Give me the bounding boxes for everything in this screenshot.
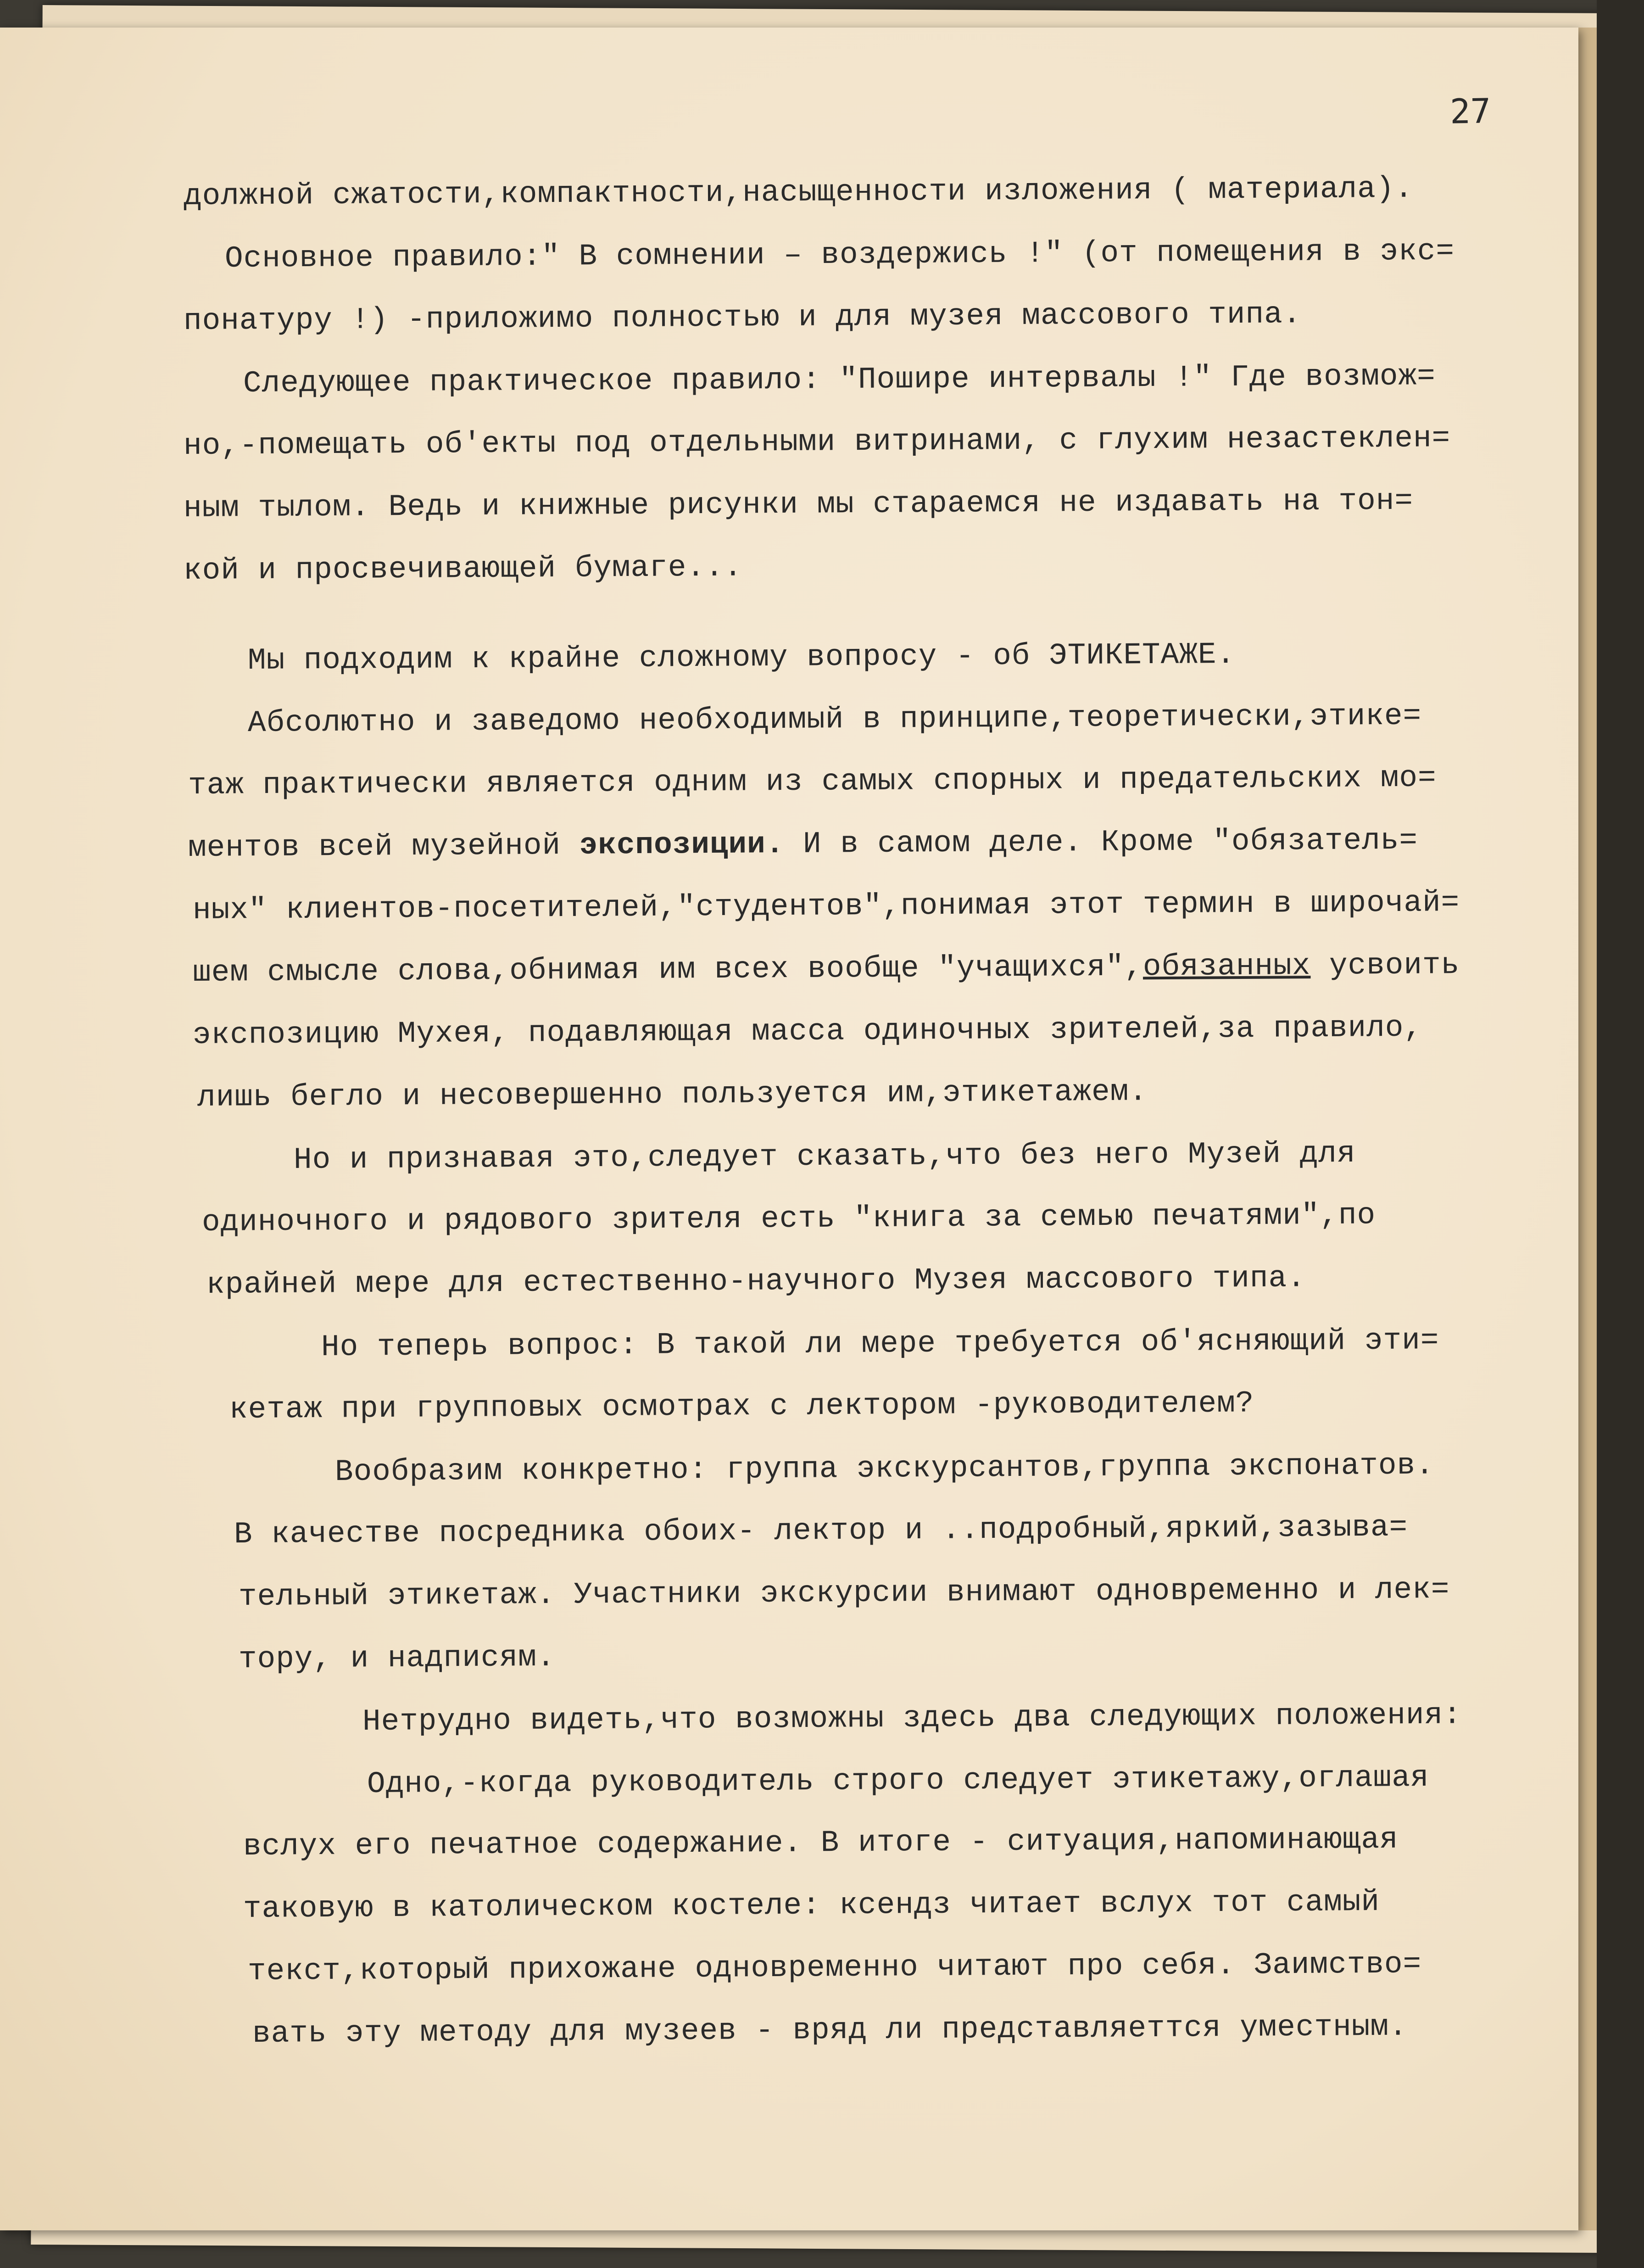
text-segment: И в самом деле. Кроме "обязатель= bbox=[784, 823, 1418, 862]
text-line: одиночного и рядового зрителя есть "книга за семью печатями",по bbox=[201, 1198, 1376, 1240]
text-line: Мы подходим к крайне сложному вопросу - об ЭТИКЕТАЖЕ. bbox=[247, 637, 1236, 678]
text-line: лишь бегло и несовершенно пользуется им,этикетажем. bbox=[197, 1074, 1148, 1115]
text-line: кетаж при групповых осмотрах с лектором -руководителем? bbox=[229, 1386, 1254, 1427]
text-line: понатуру !) -приложимо полностью и для музея массового типа. bbox=[183, 297, 1302, 338]
text-segment: усвоить bbox=[1310, 948, 1460, 983]
text-line: таковую в католическом костеле: ксендз читает вслух тот самый bbox=[243, 1884, 1380, 1926]
text-line: Следующее практическое правило: "Пошире интервалы !" Где возмож= bbox=[243, 359, 1436, 401]
text-line: Но и признавая это,следует сказать,что без него Музей для bbox=[293, 1136, 1356, 1177]
text-line: ных" клиентов-посетителей,"студентов",понимая этот термин в широчай= bbox=[192, 885, 1460, 927]
text-line: тельный этикетаж. Участники экскурсии внимают одновременно и лек= bbox=[238, 1572, 1450, 1614]
text-line: крайней мере для естественно-научного Музея массового типа. bbox=[206, 1261, 1306, 1302]
text-line: Вообразим конкретно: группа экскурсантов,группа экспонатов. bbox=[334, 1448, 1434, 1489]
text-line: но,-помещать об'екты под отдельными витринами, с глухим незастеклен= bbox=[183, 421, 1451, 463]
text-line: Абсолютно и заведомо необходимый в принципе,теоретически,этике= bbox=[247, 698, 1422, 740]
typewritten-page bbox=[0, 28, 1578, 2230]
text-line bbox=[193, 933, 1551, 1004]
text-line: ным тылом. Ведь и книжные рисунки мы стараемся не издавать на тон= bbox=[183, 483, 1414, 525]
paper-edge-strip bbox=[1578, 28, 1597, 2230]
text-line: кой и просвечивающей бумаге... bbox=[183, 550, 743, 588]
text-line bbox=[188, 809, 1551, 879]
text-line: текст,который прихожане одновременно читают про себя. Заимство= bbox=[247, 1947, 1422, 1989]
text-line: должной сжатости,компактности,насыщенности изложения ( материала). bbox=[183, 171, 1414, 213]
page-number: 27 bbox=[1449, 91, 1491, 132]
text-line: Но теперь вопрос: В такой ли мере требуется об'ясняющий эти= bbox=[321, 1323, 1439, 1364]
text-segment: ментов всей музейной bbox=[188, 828, 580, 865]
background-shadow bbox=[1597, 0, 1644, 2268]
text-line: экспозицию Мухея, подавляющая масса одиночных зрителей,за правило, bbox=[192, 1010, 1423, 1052]
text-line: Основное правило:" В сомнении ‒ воздержись !" (от помещения в экс= bbox=[224, 234, 1455, 276]
text-line: вслух его печатное содержание. В итоге - ситуация,напоминающая bbox=[243, 1822, 1399, 1864]
text-line: вать эту методу для музеев - вряд ли представляеттся уместным. bbox=[252, 2009, 1408, 2051]
text-line: Одно,-когда руководитель строго следует этикетажу,оглашая bbox=[367, 1760, 1429, 1801]
text-line: Нетрудно видеть,что возможны здесь два следующих положения: bbox=[362, 1698, 1462, 1739]
text-line: таж практически является одним из самых спорных и предательских мо= bbox=[188, 760, 1437, 803]
underlined-word: обязанных bbox=[1142, 949, 1311, 984]
page-body bbox=[184, 165, 1551, 2065]
text-segment: шем смысле слова,обнимая им всех вообще "учащихся", bbox=[192, 950, 1143, 990]
bold-word: экспозиции. bbox=[579, 827, 785, 863]
text-line: В качестве посредника обоих- лектор и ..подробный,яркий,зазыва= bbox=[234, 1510, 1408, 1552]
text-line: тору, и надписям. bbox=[238, 1640, 556, 1676]
